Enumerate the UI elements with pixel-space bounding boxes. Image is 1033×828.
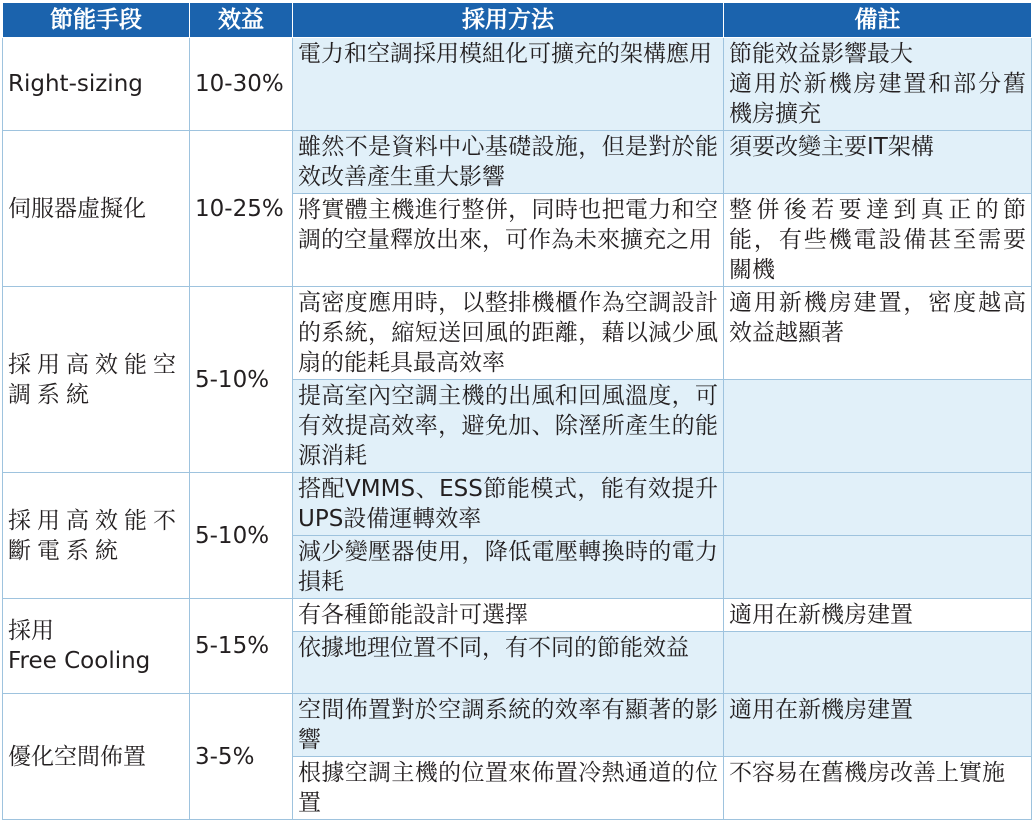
row-method: 有各種節能設計可選擇 <box>293 599 724 632</box>
header-benefit: 效益 <box>190 3 293 38</box>
row-benefit: 3-5% <box>190 694 293 820</box>
row-method: 根據空調主機的位置來佈置冷熱通道的位置 <box>293 757 724 820</box>
header-approach: 採用方法 <box>293 3 724 38</box>
header-notes: 備註 <box>724 3 1032 38</box>
row-category: 優化空間佈置 <box>3 694 190 820</box>
energy-saving-table <box>2 2 1032 820</box>
row-note <box>724 632 1032 694</box>
row-benefit: 10-25% <box>190 131 293 287</box>
row-benefit: 5-15% <box>190 599 293 694</box>
row-method: 將實體主機進行整併，同時也把電力和空調的空量釋放出來，可作為未來擴充之用 <box>293 194 724 287</box>
table-row <box>3 599 1032 632</box>
row-category: 伺服器虛擬化 <box>3 131 190 287</box>
row-method: 依據地理位置不同，有不同的節能效益 <box>293 632 724 694</box>
row-note <box>724 536 1032 599</box>
table-row <box>3 38 1032 131</box>
row-method: 高密度應用時，以整排機櫃作為空調設計的系統，縮短送回風的距離，藉以減少風扇的能耗具最高效率 <box>293 287 724 380</box>
row-method: 減少變壓器使用，降低電壓轉換時的電力損耗 <box>293 536 724 599</box>
table-row <box>3 131 1032 194</box>
header-row <box>3 3 1032 38</box>
row-method: 提高室內空調主機的出風和回風溫度，可有效提高效率，避免加、除溼所產生的能源消耗 <box>293 380 724 473</box>
row-note: 不容易在舊機房改善上實施 <box>724 757 1032 820</box>
row-note <box>724 473 1032 536</box>
row-note: 節能效益影響最大 適用於新機房建置和部分舊機房擴充 <box>724 38 1032 131</box>
row-category: Right-sizing <box>3 38 190 131</box>
row-category: 採用高效能不斷電系統 <box>3 473 190 599</box>
row-category: 採用 Free Cooling <box>3 599 190 694</box>
table-row <box>3 287 1032 380</box>
row-note: 適用新機房建置，密度越高效益越顯著 <box>724 287 1032 380</box>
row-category: 採用高效能空調系統 <box>3 287 190 473</box>
row-note: 整併後若要達到真正的節能，有些機電設備甚至需要關機 <box>724 194 1032 287</box>
row-note <box>724 380 1032 473</box>
row-method: 搭配VMMS、ESS節能模式，能有效提升UPS設備運轉效率 <box>293 473 724 536</box>
table-row <box>3 694 1032 757</box>
row-benefit: 5-10% <box>190 287 293 473</box>
row-benefit: 10-30% <box>190 38 293 131</box>
table-row <box>3 473 1032 536</box>
row-method: 電力和空調採用模組化可擴充的架構應用 <box>293 38 724 131</box>
row-note: 適用在新機房建置 <box>724 599 1032 632</box>
row-note: 適用在新機房建置 <box>724 694 1032 757</box>
row-method: 空間佈置對於空調系統的效率有顯著的影響 <box>293 694 724 757</box>
row-note: 須要改變主要IT架構 <box>724 131 1032 194</box>
row-benefit: 5-10% <box>190 473 293 599</box>
row-method: 雖然不是資料中心基礎設施，但是對於能效改善產生重大影響 <box>293 131 724 194</box>
header-method-category: 節能手段 <box>3 3 190 38</box>
